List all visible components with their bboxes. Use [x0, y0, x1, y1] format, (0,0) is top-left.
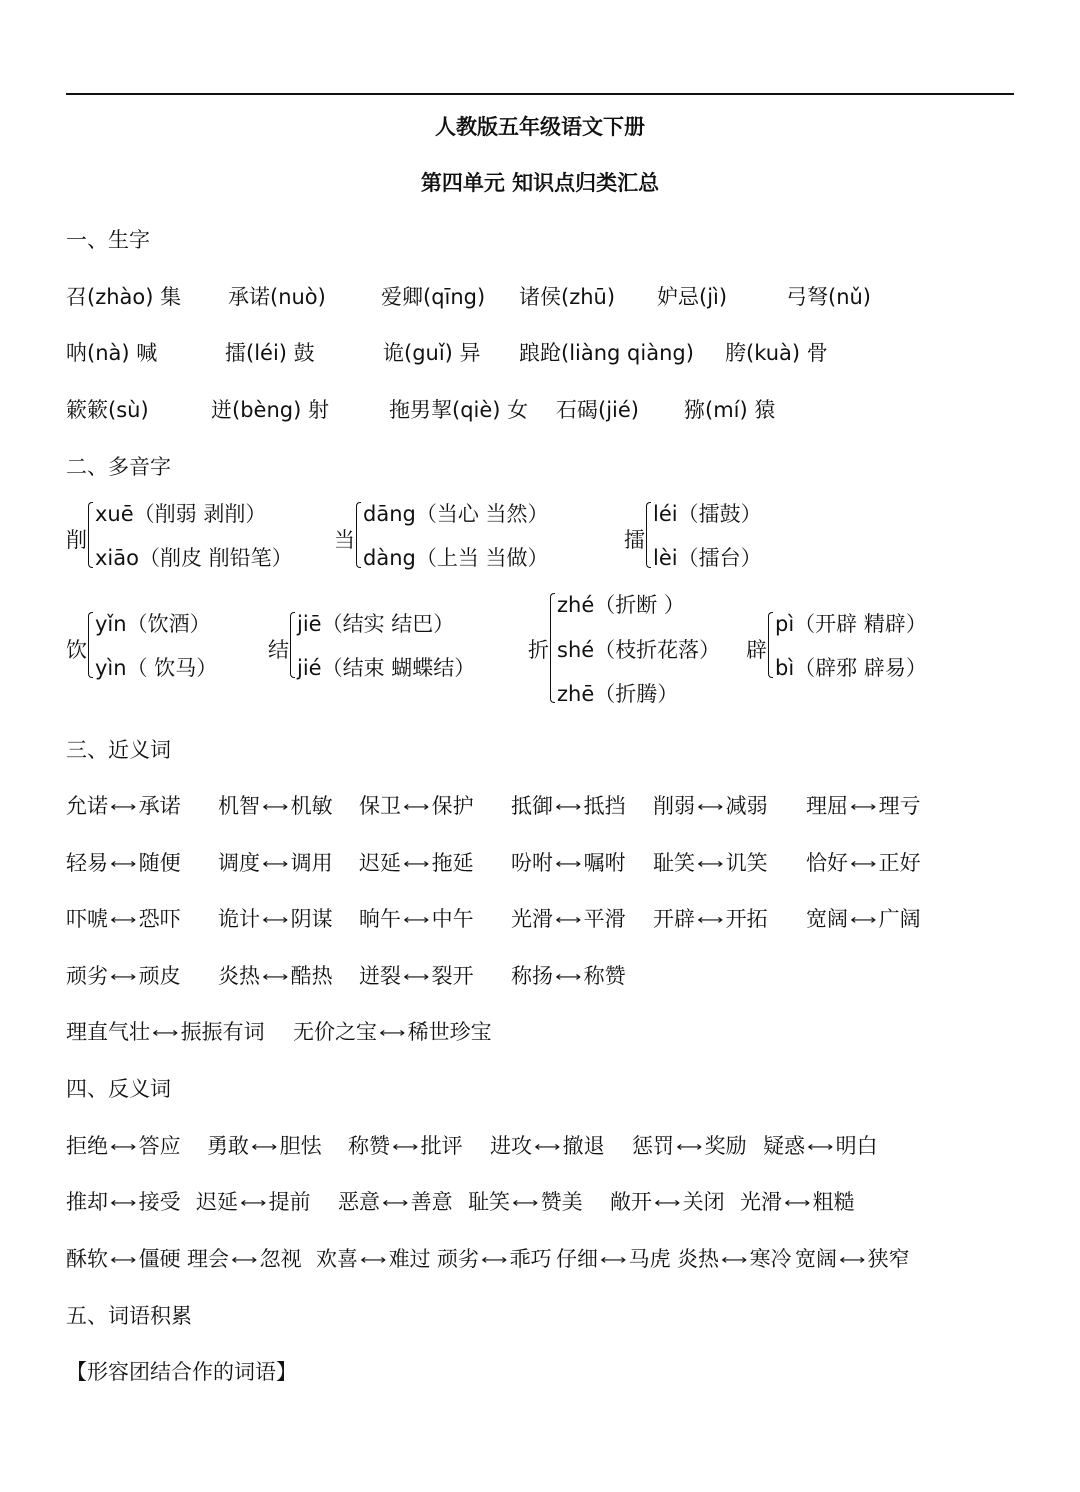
word: 仔细 — [556, 1247, 598, 1271]
double-arrow-icon: ⟷ — [403, 970, 430, 985]
word: 粗糙 — [812, 1190, 855, 1214]
shengzi-item: 妒忌(jì) — [657, 285, 728, 309]
word-pair — [677, 1243, 792, 1273]
word: 理直气壮 — [66, 1020, 150, 1044]
word: 疑惑 — [763, 1134, 805, 1158]
word: 光滑 — [740, 1190, 782, 1214]
double-arrow-icon: ⟷ — [784, 1196, 811, 1211]
word: 抵御 — [511, 794, 553, 818]
double-arrow-icon: ⟷ — [839, 1253, 866, 1268]
brace-icon — [646, 502, 651, 568]
duoyin-reading: bì（辟邪 辟易） — [775, 656, 927, 680]
duoyin-char: 辟 — [746, 638, 767, 662]
double-arrow-icon: ⟷ — [152, 1026, 179, 1041]
word-pair — [468, 1186, 583, 1216]
word-pair — [632, 1130, 747, 1160]
duoyin-char: 当 — [334, 528, 355, 552]
double-arrow-icon: ⟷ — [850, 857, 877, 872]
brace-icon — [88, 502, 93, 568]
double-arrow-icon: ⟷ — [110, 1196, 137, 1211]
double-arrow-icon: ⟷ — [555, 913, 582, 928]
word-pair — [610, 1186, 725, 1216]
double-arrow-icon: ⟷ — [110, 857, 137, 872]
shengzi-item: 诡(guǐ) 异 — [383, 341, 481, 365]
word-pair — [66, 1243, 181, 1273]
word-pair — [653, 903, 768, 933]
word: 马虎 — [628, 1247, 671, 1271]
duoyin-reading: shé（枝折花落） — [557, 638, 721, 662]
duoyin-reading: yǐn（饮酒） — [95, 612, 211, 636]
doc-subtitle: 第四单元 知识点归类汇总 — [420, 171, 660, 195]
word: 难过 — [388, 1247, 431, 1271]
duoyin-char: 折 — [528, 638, 549, 662]
shengzi-item: 拖男挈(qiè) 女 — [389, 398, 529, 422]
word-pair — [218, 790, 333, 820]
duoyin-char: 擂 — [624, 528, 645, 552]
shengzi-item: 簌簌(sù) — [66, 398, 149, 422]
shengzi-item: 呐(nà) 喊 — [66, 341, 158, 365]
word: 机敏 — [290, 794, 333, 818]
word: 忽视 — [259, 1247, 302, 1271]
double-arrow-icon: ⟷ — [850, 913, 877, 928]
word: 炎热 — [677, 1247, 719, 1271]
word: 轻易 — [66, 851, 108, 875]
word: 宽阔 — [806, 907, 848, 931]
duoyin-reading: jiē（结实 结巴） — [297, 612, 455, 636]
shengzi-item: 召(zhào) 集 — [66, 285, 182, 309]
shengzi-item: 弓弩(nǔ) — [786, 285, 872, 309]
word: 恶意 — [338, 1190, 380, 1214]
brace-icon — [356, 502, 361, 568]
duoyin-reading: zhé（折断 ） — [557, 593, 685, 617]
shengzi-item: 踉跄(liàng qiàng) — [519, 341, 694, 365]
brace-icon — [290, 612, 295, 678]
word-pair — [806, 903, 921, 933]
duoyin-reading: xiāo（削皮 削铅笔） — [95, 546, 293, 570]
word-pair — [763, 1130, 878, 1160]
word: 晌午 — [359, 907, 401, 931]
word: 调度 — [218, 851, 260, 875]
word: 推却 — [66, 1190, 108, 1214]
word-pair — [511, 903, 626, 933]
word: 耻笑 — [468, 1190, 510, 1214]
word-pair — [653, 847, 768, 877]
word: 答应 — [138, 1134, 181, 1158]
word: 耻笑 — [653, 851, 695, 875]
double-arrow-icon: ⟷ — [676, 1140, 703, 1155]
shengzi-item: 猕(mí) 猿 — [684, 398, 776, 422]
double-arrow-icon: ⟷ — [555, 857, 582, 872]
double-arrow-icon: ⟷ — [262, 970, 289, 985]
word: 关闭 — [682, 1190, 725, 1214]
word-pair — [187, 1243, 302, 1273]
double-arrow-icon: ⟷ — [697, 913, 724, 928]
word-pair — [556, 1243, 671, 1273]
double-arrow-icon: ⟷ — [697, 857, 724, 872]
word: 振振有词 — [180, 1020, 265, 1044]
word-pair — [806, 790, 921, 820]
double-arrow-icon: ⟷ — [392, 1140, 419, 1155]
word: 称赞 — [583, 964, 626, 988]
double-arrow-icon: ⟷ — [360, 1253, 387, 1268]
word: 称扬 — [511, 964, 553, 988]
word: 允诺 — [66, 794, 108, 818]
double-arrow-icon: ⟷ — [262, 800, 289, 815]
double-arrow-icon: ⟷ — [555, 800, 582, 815]
word: 拒绝 — [66, 1134, 108, 1158]
duoyin-char: 结 — [268, 638, 289, 662]
word-pair — [490, 1130, 605, 1160]
word-pair — [66, 1130, 181, 1160]
word: 保护 — [431, 794, 474, 818]
word-pair — [740, 1186, 855, 1216]
duoyin-char: 饮 — [66, 638, 87, 662]
word: 接受 — [138, 1190, 181, 1214]
word: 迟延 — [196, 1190, 238, 1214]
word: 正好 — [878, 851, 921, 875]
shengzi-item: 承诺(nuò) — [228, 285, 326, 309]
word: 中午 — [431, 907, 474, 931]
double-arrow-icon: ⟷ — [403, 913, 430, 928]
word: 理会 — [187, 1247, 229, 1271]
double-arrow-icon: ⟷ — [850, 800, 877, 815]
word: 机智 — [218, 794, 260, 818]
word: 赞美 — [540, 1190, 583, 1214]
section-heading-duoyin: 二、多音字 — [66, 455, 171, 479]
shengzi-item: 诸侯(zhū) — [519, 285, 616, 309]
word-pair — [207, 1130, 322, 1160]
duoyin-reading: dàng（上当 当做） — [363, 546, 549, 570]
word-pair — [66, 960, 181, 990]
word: 称赞 — [348, 1134, 390, 1158]
double-arrow-icon: ⟷ — [721, 1253, 748, 1268]
double-arrow-icon: ⟷ — [110, 913, 137, 928]
duoyin-reading: pì（开辟 精辟） — [775, 612, 927, 636]
word: 酥软 — [66, 1247, 108, 1271]
word: 明白 — [835, 1134, 878, 1158]
word: 开辟 — [653, 907, 695, 931]
section-heading-leijie: 五、词语积累 — [66, 1304, 192, 1328]
word-pair — [316, 1243, 431, 1273]
word: 无价之宝 — [293, 1020, 377, 1044]
word: 胆怯 — [279, 1134, 322, 1158]
word-pair — [218, 903, 333, 933]
double-arrow-icon: ⟷ — [231, 1253, 258, 1268]
word: 恐吓 — [138, 907, 181, 931]
word: 寒冷 — [749, 1247, 792, 1271]
word-pair — [806, 847, 921, 877]
word: 欢喜 — [316, 1247, 358, 1271]
word-pair — [359, 847, 474, 877]
word: 撤退 — [562, 1134, 605, 1158]
word-pair — [359, 790, 474, 820]
word: 宽阔 — [795, 1247, 837, 1271]
word-pair — [359, 960, 474, 990]
word: 阴谋 — [290, 907, 333, 931]
double-arrow-icon: ⟷ — [512, 1196, 539, 1211]
word: 平滑 — [583, 907, 626, 931]
duoyin-char: 削 — [66, 528, 87, 552]
shengzi-item: 石碣(jié) — [556, 398, 639, 422]
double-arrow-icon: ⟷ — [654, 1196, 681, 1211]
word: 进攻 — [490, 1134, 532, 1158]
duoyin-reading: yìn（ 饮马） — [95, 656, 218, 680]
word-pair — [293, 1016, 492, 1046]
word: 裂开 — [431, 964, 474, 988]
word: 吓唬 — [66, 907, 108, 931]
word: 善意 — [410, 1190, 453, 1214]
word: 广阔 — [878, 907, 921, 931]
duoyin-reading: zhē（折腾） — [557, 682, 679, 706]
word: 嘱咐 — [583, 851, 626, 875]
word: 奖励 — [704, 1134, 747, 1158]
word: 批评 — [420, 1134, 463, 1158]
word: 减弱 — [725, 794, 768, 818]
top-rule — [66, 93, 1014, 95]
double-arrow-icon: ⟷ — [403, 800, 430, 815]
word: 吩咐 — [511, 851, 553, 875]
duoyin-reading: lèi（擂台） — [653, 546, 762, 570]
word: 理屈 — [806, 794, 848, 818]
word-pair — [338, 1186, 453, 1216]
word: 诡计 — [218, 907, 260, 931]
duoyin-reading: dāng（当心 当然） — [363, 502, 549, 526]
word-pair — [218, 960, 333, 990]
word: 顽劣 — [66, 964, 108, 988]
word-pair — [359, 903, 474, 933]
duoyin-reading: jié（结束 蝴蝶结） — [297, 656, 476, 680]
double-arrow-icon: ⟷ — [697, 800, 724, 815]
double-arrow-icon: ⟷ — [110, 970, 137, 985]
word: 讥笑 — [725, 851, 768, 875]
double-arrow-icon: ⟷ — [110, 1253, 137, 1268]
word: 稀世珍宝 — [407, 1020, 492, 1044]
word: 理亏 — [878, 794, 921, 818]
double-arrow-icon: ⟷ — [251, 1140, 278, 1155]
word: 随便 — [138, 851, 181, 875]
word: 拖延 — [431, 851, 474, 875]
word: 狭窄 — [867, 1247, 910, 1271]
doc-title: 人教版五年级语文下册 — [435, 115, 645, 139]
double-arrow-icon: ⟷ — [379, 1026, 406, 1041]
word-pair — [218, 847, 333, 877]
word-pair — [348, 1130, 463, 1160]
word: 抵挡 — [583, 794, 626, 818]
word-pair — [653, 790, 768, 820]
double-arrow-icon: ⟷ — [110, 800, 137, 815]
double-arrow-icon: ⟷ — [555, 970, 582, 985]
word-pair — [196, 1186, 311, 1216]
section-heading-jinyi: 三、近义词 — [66, 738, 171, 762]
word: 勇敢 — [207, 1134, 249, 1158]
section-heading-shengzi: 一、生字 — [66, 228, 150, 252]
double-arrow-icon: ⟷ — [110, 1140, 137, 1155]
shengzi-item: 爱卿(qīng) — [381, 285, 486, 309]
brace-icon — [88, 612, 93, 678]
word-pair — [437, 1243, 552, 1273]
word: 顽劣 — [437, 1247, 479, 1271]
word-pair — [66, 790, 181, 820]
duoyin-reading: xuē（削弱 剥削） — [95, 502, 267, 526]
word: 承诺 — [138, 794, 181, 818]
subsection-heading: 【形容团结合作的词语】 — [66, 1360, 297, 1384]
word: 迟延 — [359, 851, 401, 875]
word: 炎热 — [218, 964, 260, 988]
word: 酷热 — [290, 964, 333, 988]
double-arrow-icon: ⟷ — [534, 1140, 561, 1155]
word: 调用 — [290, 851, 333, 875]
word: 僵硬 — [138, 1247, 181, 1271]
shengzi-item: 迸(bèng) 射 — [211, 398, 329, 422]
word-pair — [795, 1243, 910, 1273]
double-arrow-icon: ⟷ — [262, 913, 289, 928]
word-pair — [66, 903, 181, 933]
section-heading-fanyi: 四、反义词 — [66, 1077, 171, 1101]
double-arrow-icon: ⟷ — [600, 1253, 627, 1268]
word: 光滑 — [511, 907, 553, 931]
double-arrow-icon: ⟷ — [403, 857, 430, 872]
double-arrow-icon: ⟷ — [382, 1196, 409, 1211]
word: 恰好 — [806, 851, 848, 875]
word: 保卫 — [359, 794, 401, 818]
shengzi-item: 胯(kuà) 骨 — [725, 341, 828, 365]
double-arrow-icon: ⟷ — [481, 1253, 508, 1268]
word: 削弱 — [653, 794, 695, 818]
word-pair — [66, 847, 181, 877]
double-arrow-icon: ⟷ — [262, 857, 289, 872]
word-pair — [66, 1186, 181, 1216]
word: 惩罚 — [632, 1134, 674, 1158]
word-pair — [66, 1016, 265, 1046]
word: 乖巧 — [509, 1247, 552, 1271]
word: 敞开 — [610, 1190, 652, 1214]
double-arrow-icon: ⟷ — [807, 1140, 834, 1155]
word-pair — [511, 847, 626, 877]
brace-icon — [768, 612, 773, 678]
word: 提前 — [268, 1190, 311, 1214]
duoyin-reading: léi（擂鼓） — [653, 502, 762, 526]
shengzi-item: 擂(léi) 鼓 — [225, 341, 315, 365]
brace-icon — [550, 593, 555, 703]
word: 迸裂 — [359, 964, 401, 988]
word: 顽皮 — [138, 964, 181, 988]
double-arrow-icon: ⟷ — [240, 1196, 267, 1211]
word: 开拓 — [725, 907, 768, 931]
word-pair — [511, 960, 626, 990]
word-pair — [511, 790, 626, 820]
